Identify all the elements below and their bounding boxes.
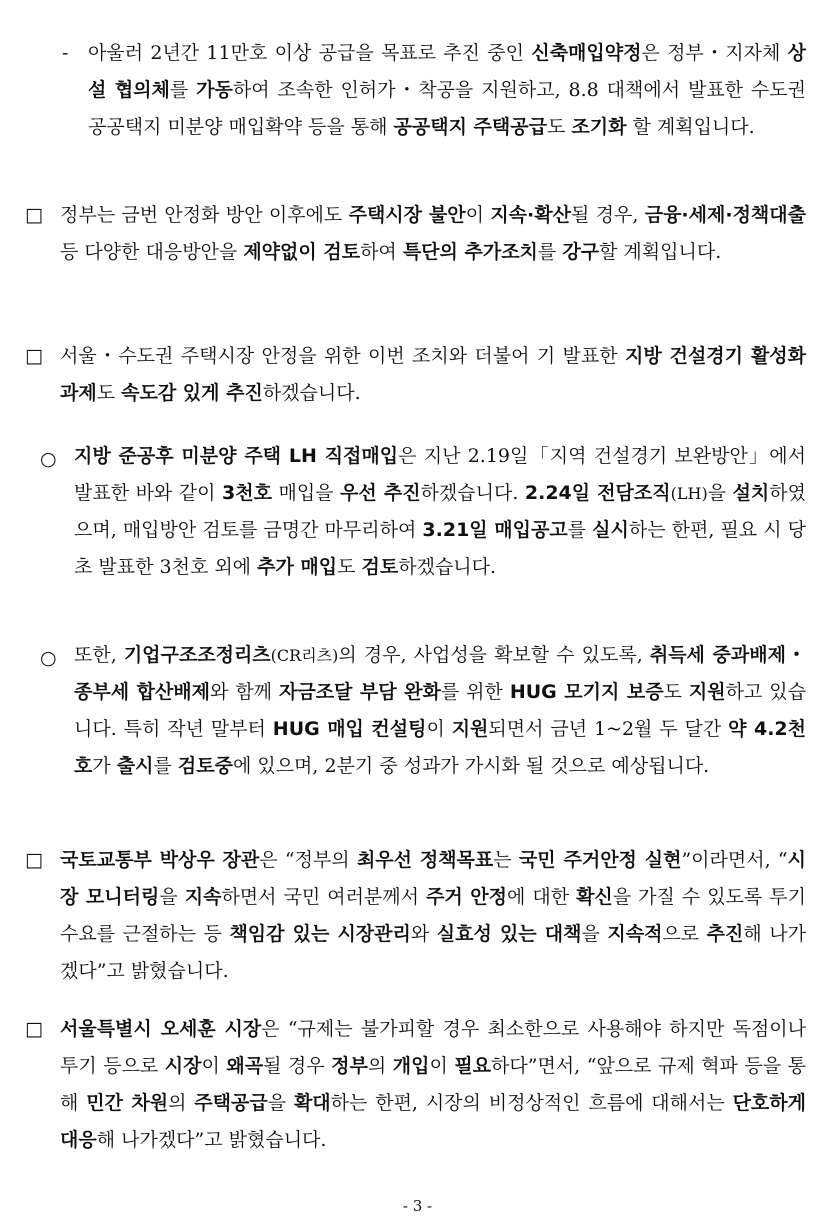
bold-span: 가동 <box>196 79 233 101</box>
checkbox-bullet-marker: □ <box>25 849 43 871</box>
bold-span: 추진 <box>706 923 744 945</box>
bold-span: 단호하게 대응 <box>60 1092 806 1151</box>
bold-span: 지방 건설경기 활성화 과제 <box>60 345 807 404</box>
bold-span: 취득세 중과배제・종부세 합산배제 <box>74 644 807 703</box>
bold-span: 왜곡 <box>226 1055 264 1077</box>
text-span: 하여 조속한 인허가・착공을 지원하고, 8.8 대책에서 발표한 수도권 공공택지 미분양 매입확약 등을 통해 <box>88 79 806 138</box>
bold-span: 지원 <box>688 681 726 703</box>
bold-span: 확대 <box>293 1092 331 1114</box>
bold-span: 책임감 있는 시장관리 <box>229 923 411 945</box>
bold-span: 필요 <box>454 1055 492 1077</box>
text-span: 해 나가겠다”고 밝혔습니다. <box>96 1129 327 1151</box>
bold-span: 강구 <box>562 241 600 263</box>
bold-span: 3천호 <box>222 482 272 504</box>
text-span: 을 가질 수 있도록 투기 수요를 근절하는 등 <box>60 886 806 945</box>
text-span: 은 “규제는 불가피할 경우 최소한으로 사용해야 하지만 독점이나 투기 등으로 <box>60 1018 806 1077</box>
bold-span: 자금조달 부담 완화 <box>278 681 441 703</box>
text-span: 을 <box>707 482 733 504</box>
text-span: 서울・수도권 주택시장 안정을 위한 이번 조치와 더불어 기 발표한 <box>60 345 625 367</box>
text-span: 될 경우 <box>263 1055 332 1077</box>
bold-span: HUG 매입 컨설팅 <box>272 718 427 740</box>
bold-span: 기업구조조정리츠 <box>123 644 271 666</box>
bold-span: 3.21일 매입공고 <box>422 519 568 541</box>
bold-span: 상설 협의체 <box>88 42 806 101</box>
bold-span: 개입 <box>392 1055 430 1077</box>
bold-span: 제약없이 검토 <box>243 241 361 263</box>
text-span: 을 <box>267 1092 294 1114</box>
text-span: 를 <box>567 519 593 541</box>
bold-span: 정부 <box>331 1055 368 1077</box>
text-span: 도 <box>96 382 122 404</box>
bold-span: 속도감 있게 추진 <box>121 382 263 404</box>
text-span: 아울러 2년간 11만호 이상 공급을 목표로 추진 중인 <box>88 42 532 64</box>
bold-span: 확신 <box>576 886 613 908</box>
text-span: 와 <box>410 923 437 945</box>
bold-span: 약 4.2천호 <box>74 718 806 777</box>
small-span: (CR리츠) <box>270 646 339 665</box>
text-span: 에 있으며, 2분기 중 성과가 가시화 될 것으로 예상됩니다. <box>232 755 710 777</box>
text-span: 으로 <box>662 923 707 945</box>
text-span: 을 <box>581 923 608 945</box>
text-span: 이 <box>426 718 452 740</box>
bold-span: 국토교통부 박상우 장관 <box>60 849 260 871</box>
paragraph-regional-construction <box>60 338 806 412</box>
text-span: 의 경우, 사업성을 확보할 수 있도록, <box>338 644 650 666</box>
bold-span: 지속 <box>184 886 222 908</box>
text-span: 를 <box>169 79 197 101</box>
paragraph-additional-measures <box>60 197 806 271</box>
bold-span: 공공택지 주택공급 <box>393 116 547 138</box>
text-span: 하겠습니다. <box>420 482 525 504</box>
bold-span: 신축매입약정 <box>531 42 642 64</box>
bold-span: 특단의 추가조치 <box>402 241 538 263</box>
paragraph-mayor-quote <box>60 1011 806 1159</box>
text-span: 이 <box>465 204 491 226</box>
bold-span: 시장 <box>164 1055 202 1077</box>
bold-span: 지속적 <box>607 923 663 945</box>
text-span: 은 지난 2.19일「지역 건설경기 보완방안」에서 발표한 바와 같이 <box>74 445 806 504</box>
bold-span: 지방 준공후 미분양 주택 LH 직접매입 <box>74 445 399 467</box>
checkbox-bullet-marker: □ <box>25 345 43 367</box>
text-span: 하면서 국민 여러분께서 <box>221 886 426 908</box>
text-span: 도 <box>337 556 362 578</box>
text-span: 도 <box>546 116 572 138</box>
bold-span: 실효성 있는 대책 <box>436 923 582 945</box>
circle-bullet-marker: ○ <box>40 448 57 470</box>
text-span: 은 정부・지자체 <box>641 42 788 64</box>
bold-span: HUG 모기지 보증 <box>509 681 664 703</box>
text-span: 하다”면서, “앞으로 규제 혁파 등을 통해 <box>60 1055 806 1114</box>
text-span: 은 “정부의 <box>259 849 357 871</box>
bold-span: 지원 <box>451 718 489 740</box>
text-span: 이 <box>429 1055 455 1077</box>
bold-span: 금융·세제·정책대출 <box>644 204 806 226</box>
text-span: 하겠습니다. <box>262 382 361 404</box>
text-span: 하였으며, 매입방안 검토를 금명간 마무리하여 <box>74 482 806 541</box>
page-number: - 3 - <box>402 1197 433 1215</box>
text-span: 할 계획입니다. <box>599 241 722 263</box>
text-span: 등 다양한 대응방안을 <box>60 241 244 263</box>
paragraph-minister-quote <box>60 842 806 990</box>
text-span: 하여 <box>360 241 403 263</box>
text-span: 의 <box>367 1055 393 1077</box>
text-span: 을 <box>159 886 185 908</box>
checkbox-bullet-marker: □ <box>25 204 43 226</box>
bold-span: 최우선 정책목표 <box>356 849 494 871</box>
bold-span: 조기화 <box>571 116 627 138</box>
text-span: 매입을 <box>271 482 341 504</box>
bold-span: 검토중 <box>177 755 233 777</box>
bold-span: 추가 매입 <box>257 556 338 578</box>
text-span: 는 <box>493 849 519 871</box>
bold-span: 지속·확산 <box>490 204 571 226</box>
circle-bullet-marker: ○ <box>40 647 57 669</box>
text-span: 해 나가겠다”고 밝혔습니다. <box>60 923 806 982</box>
text-span: 에 대한 <box>506 886 577 908</box>
small-span: (LH) <box>670 484 708 503</box>
text-span: 하고 있습니다. 특히 작년 말부터 <box>74 681 806 740</box>
bold-span: 2.24일 전담조직 <box>524 482 671 504</box>
bold-span: 시장 모니터링 <box>60 849 806 908</box>
checkbox-bullet-marker: □ <box>25 1018 43 1040</box>
text-span: ”이라면서, “ <box>681 849 788 871</box>
bold-span: 출시 <box>116 755 154 777</box>
text-span: 를 위한 <box>440 681 510 703</box>
bold-span: 실시 <box>592 519 629 541</box>
bold-span: 국민 주거안정 실현 <box>518 849 682 871</box>
text-span: 와 함께 <box>210 681 279 703</box>
text-span: 를 <box>537 241 563 263</box>
paragraph-public-housing-supply <box>88 35 806 146</box>
bold-span: 민간 차원 <box>86 1092 169 1114</box>
text-span: 도 <box>663 681 689 703</box>
bold-span: 검토 <box>361 556 399 578</box>
bold-span: 설치 <box>732 482 770 504</box>
text-span: 를 <box>153 755 178 777</box>
paragraph-lh-direct-purchase <box>74 438 806 586</box>
text-span: 의 <box>168 1092 195 1114</box>
bold-span: 서울특별시 오세훈 시장 <box>60 1018 262 1040</box>
bold-span: 주택시장 불안 <box>348 204 466 226</box>
text-span: 될 경우, <box>570 204 645 226</box>
dash-marker: - <box>62 42 69 64</box>
text-span: 정부는 금번 안정화 방안 이후에도 <box>60 204 349 226</box>
text-span: 가 <box>92 755 117 777</box>
bold-span: 주거 안정 <box>425 886 507 908</box>
bold-span: 우선 추진 <box>340 482 421 504</box>
text-span: 하겠습니다. <box>398 556 497 578</box>
bold-span: 주택공급 <box>194 1092 268 1114</box>
text-span: 하는 한편, 필요 시 당초 발표한 3천호 외에 <box>74 519 807 578</box>
text-span: 하는 한편, 시장의 비정상적인 흐름에 대해서는 <box>330 1092 733 1114</box>
text-span: 할 계획입니다. <box>626 116 755 138</box>
text-span: 또한, <box>74 644 124 666</box>
paragraph-cr-reits <box>74 637 806 785</box>
text-span: 이 <box>201 1055 227 1077</box>
text-span: 되면서 금년 1~2월 두 달간 <box>488 718 729 740</box>
